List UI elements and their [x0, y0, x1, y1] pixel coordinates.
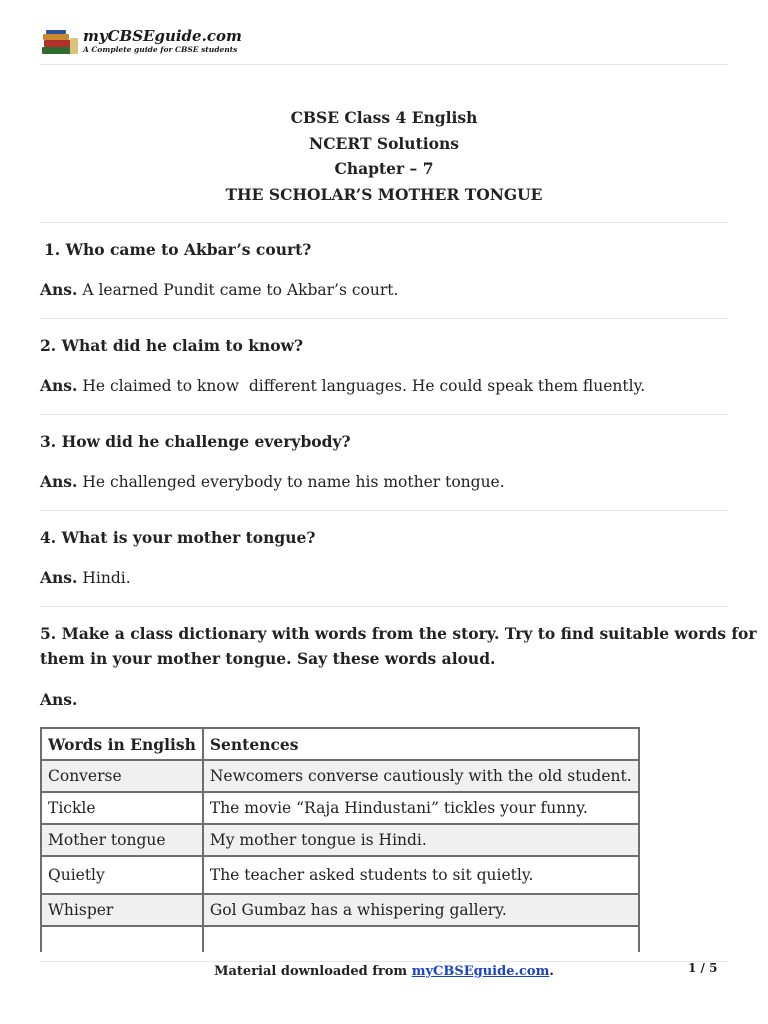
title-subject: NCERT Solutions	[309, 133, 459, 153]
word-cell: Converse	[41, 760, 203, 792]
answer-3	[40, 469, 728, 495]
footer-site-link[interactable]: myCBSEguide.com	[411, 964, 550, 979]
table-row	[41, 856, 639, 894]
page-number: 1 / 5	[688, 961, 718, 975]
sentence-cell: My mother tongue is Hindi.	[203, 824, 639, 856]
title-chapter: Chapter – 7	[334, 159, 434, 178]
answer-2	[40, 373, 728, 399]
site-logo[interactable]	[40, 26, 250, 60]
answer-text: He claimed to know different languages. He could speak them fluently.	[82, 377, 646, 395]
answer-text: Hindi.	[82, 569, 131, 587]
column-header-sentences: Sentences	[203, 728, 639, 760]
column-header-words: Words in English	[41, 728, 203, 760]
word-cell: Quietly	[41, 856, 203, 894]
footer-suffix: .	[549, 964, 554, 979]
answer-text: He challenged everybody to name his mother tongue.	[82, 473, 505, 491]
word-cell: Mother tongue	[41, 824, 203, 856]
section-divider	[40, 510, 728, 511]
page-bottom-margin	[0, 952, 768, 1024]
logo-name: myCBSEguide.com	[83, 27, 242, 45]
document-title	[40, 105, 728, 207]
answer-label: Ans.	[40, 472, 78, 491]
table-row	[41, 760, 639, 792]
question-1: 1. Who came to Akbar’s court?	[44, 240, 312, 259]
table-header-row	[41, 728, 639, 760]
logo-tagline: A Complete guide for CBSE students	[83, 45, 238, 54]
answer-5-label: Ans.	[40, 690, 78, 709]
table-row	[41, 894, 639, 926]
section-divider	[40, 414, 728, 415]
word-cell: Whisper	[41, 894, 203, 926]
books-icon	[40, 29, 80, 57]
title-chapter-name: THE SCHOLAR’S MOTHER TONGUE	[225, 184, 543, 204]
section-divider	[40, 318, 728, 319]
question-5-continued: them in your mother tongue. Say these words aloud.	[40, 649, 496, 668]
answer-label: Ans.	[40, 280, 78, 299]
question-3: 3. How did he challenge everybody?	[40, 432, 351, 451]
answer-label: Ans.	[40, 568, 78, 587]
answer-label: Ans.	[40, 376, 78, 395]
sentence-cell: Gol Gumbaz has a whispering gallery.	[203, 894, 639, 926]
sentence-cell: The teacher asked students to sit quietly.	[203, 856, 639, 894]
answer-1	[40, 277, 728, 303]
section-divider	[40, 222, 728, 223]
question-4: 4. What is your mother tongue?	[40, 528, 316, 547]
dictionary-table	[40, 727, 640, 959]
table-row	[41, 824, 639, 856]
footer-prefix: Material downloaded from	[214, 964, 412, 979]
page-footer	[0, 964, 768, 979]
sentence-cell: The movie “Raja Hindustani” tickles your funny.	[203, 792, 639, 824]
table-row	[41, 792, 639, 824]
title-class: CBSE Class 4 English	[290, 108, 478, 127]
page-header	[40, 26, 728, 65]
question-2: 2. What did he claim to know?	[40, 336, 304, 355]
word-cell: Tickle	[41, 792, 203, 824]
answer-text: A learned Pundit came to Akbar’s court.	[82, 281, 399, 299]
sentence-cell: Newcomers converse cautiously with the old student.	[203, 760, 639, 792]
answer-4	[40, 565, 728, 591]
section-divider	[40, 606, 728, 607]
question-5: 5. Make a class dictionary with words from the story. Try to find suitable words for	[40, 624, 757, 643]
footer-divider	[40, 961, 728, 962]
